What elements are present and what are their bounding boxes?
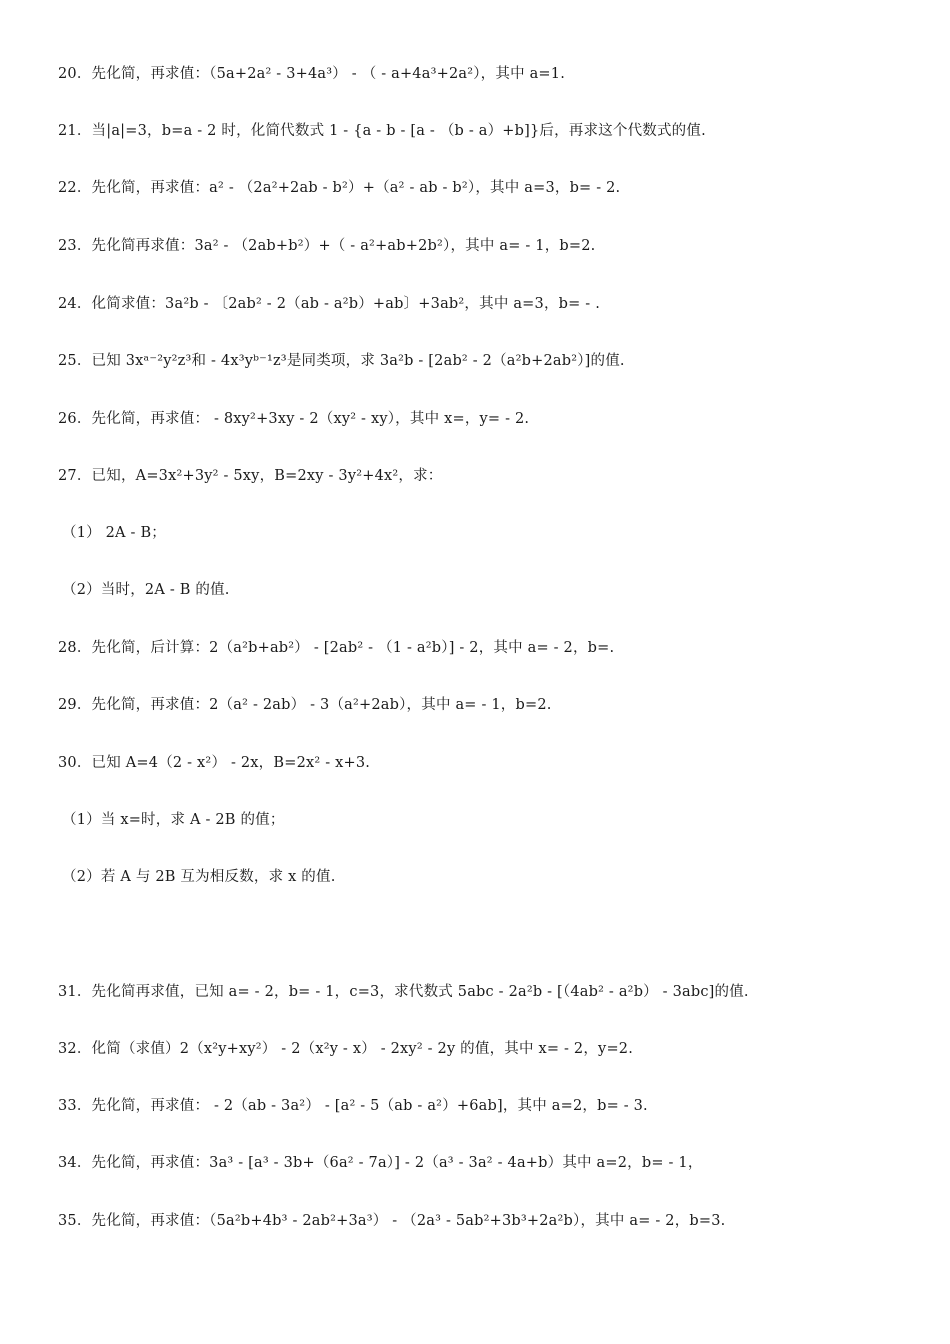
problem-20: 20．先化简，再求值：（5a+2a² - 3+4a³） - （ - a+4a³+2a²），其中 a=1.: [58, 66, 566, 82]
problem-25: 25．已知 3xᵃ⁻²y²z³和 - 4x³yᵇ⁻¹z³是同类项，求 3a²b - [2ab² - 2（a²b+2ab²）]的值.: [58, 353, 625, 369]
problem-30-part-2: （2）若 A 与 2B 互为相反数，求 x 的值.: [62, 869, 336, 885]
problem-23: 23．先化简再求值：3a² - （2ab+b²）+（ - a²+ab+2b²），其中 a= - 1，b=2.: [58, 238, 596, 254]
problem-33: 33．先化简，再求值： - 2（ab - 3a²） - [a² - 5（ab - a²）+6ab]，其中 a=2，b= - 3.: [58, 1098, 648, 1114]
problem-24: 24．化简求值：3a²b - 〔2ab² - 2（ab - a²b）+ab〕+3ab²，其中 a=3，b= - .: [58, 296, 601, 312]
problem-28: 28．先化简，后计算：2（a²b+ab²） - [2ab² - （1 - a²b）] - 2，其中 a= - 2，b=.: [58, 640, 615, 656]
problem-21: 21．当|a|=3，b=a - 2 时，化简代数式 1 - {a - b - [a - （b - a）+b]}后，再求这个代数式的值.: [58, 123, 706, 139]
problem-27-part-1: （1） 2A - B；: [62, 525, 167, 541]
problem-26: 26．先化简，再求值： - 8xy²+3xy - 2（xy² - xy），其中 x=，y= - 2.: [58, 411, 530, 427]
problem-29: 29．先化简，再求值：2（a² - 2ab） - 3（a²+2ab），其中 a= - 1，b=2.: [58, 697, 552, 713]
problem-22: 22．先化简，再求值：a² - （2a²+2ab - b²）+（a² - ab - b²），其中 a=3，b= - 2.: [58, 180, 621, 196]
problem-30: 30．已知 A=4（2 - x²） - 2x，B=2x² - x+3.: [58, 755, 371, 771]
problem-27-part-2: （2）当时，2A - B 的值.: [62, 582, 230, 598]
problem-34: 34．先化简，再求值：3a³ - [a³ - 3b+（6a² - 7a）] - 2（a³ - 3a² - 4a+b）其中 a=2，b= - 1，: [58, 1155, 703, 1171]
problem-35: 35．先化简，再求值：（5a²b+4b³ - 2ab²+3a³） - （2a³ - 5ab²+3b³+2a²b），其中 a= - 2，b=3.: [58, 1213, 726, 1229]
problem-31: 31．先化简再求值，已知 a= - 2，b= - 1，c=3，求代数式 5abc - 2a²b - [（4ab² - a²b） - 3abc]的值.: [58, 984, 749, 1000]
problem-27: 27．已知，A=3x²+3y² - 5xy，B=2xy - 3y²+4x²，求：: [58, 468, 443, 484]
problem-32: 32．化简（求值）2（x²y+xy²） - 2（x²y - x） - 2xy² - 2y 的值，其中 x= - 2，y=2.: [58, 1041, 634, 1057]
problem-30-part-1: （1）当 x=时，求 A - 2B 的值；: [62, 812, 285, 828]
